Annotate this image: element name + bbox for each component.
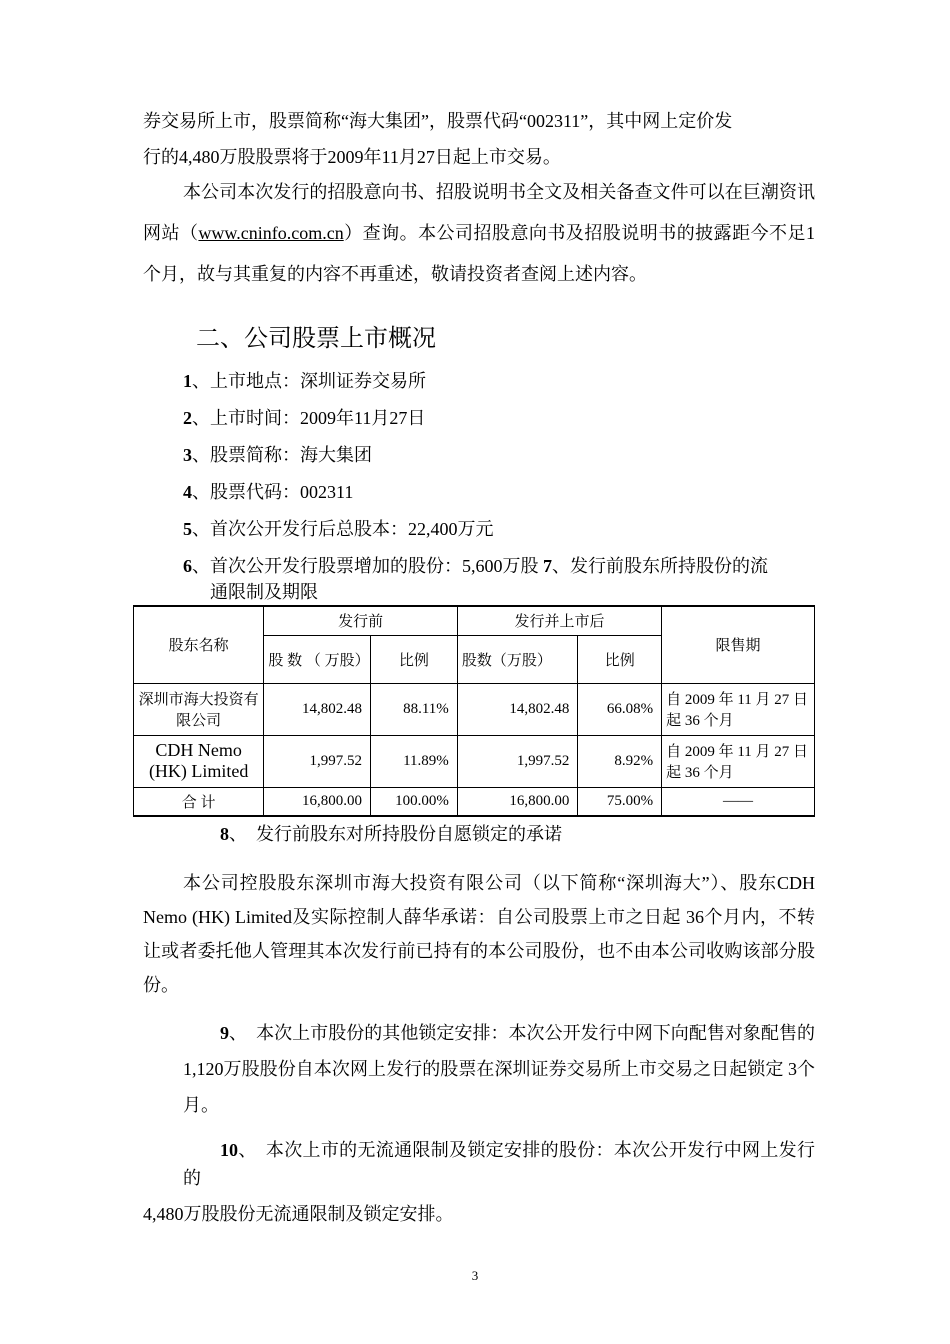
text: 本公司本次发行的招股意向书、招股说明书全文及相关备查文件可以在巨潮资讯网站（: [143, 182, 815, 243]
list-item: 6、首次公开发行股票增加的股份：5,600万股 7、发行前股东所持股份的流: [183, 556, 768, 576]
table-row: 深圳市海大投资有限公司 14,802.48 88.11% 14,802.48 66.08% 自 2009 年 11 月 27 日起 36 个月: [134, 683, 815, 735]
list-item: 3、股票简称：海大集团: [183, 445, 372, 465]
table-row-total: 合 计 16,800.00 100.00% 16,800.00 75.00% ——: [134, 787, 815, 816]
header-cell: 比例: [578, 635, 662, 683]
header-cell: 股数（万股）: [457, 635, 578, 683]
section-heading: 二、公司股票上市概况: [196, 326, 436, 352]
list-item: 8、 发行前股东对所持股份自愿锁定的承诺: [220, 824, 562, 844]
lockup-paragraph: 本公司控股股东深圳市海大投资有限公司（以下简称“深圳海大”）、股东CDH Nemo (HK) Limited及实际控制人薛华承诺：自公司股票上市之日起 36个月内，不转让或者委托他人管理其本次发行前已持有的本公司股份，也不由本公司收购该部分股份。: [143, 873, 815, 995]
list-item: 5、首次公开发行后总股本：22,400万元: [183, 519, 494, 539]
prospectus-paragraph: [143, 172, 815, 295]
text-line: 行的4,480万股股票将于2009年11月27日起上市交易。: [143, 147, 561, 167]
header-cell: 比例: [371, 635, 458, 683]
text: ）查询。本公司招股意向书及招股说明书的披露距今不足1个月，故与其重复的内容不再重述，敬请投资者查阅上述内容。: [143, 223, 816, 284]
list-item: 10、 本次上市的无流通限制及锁定安排的股份：本次公开发行中网上发行的: [183, 1140, 815, 1188]
list-item: 2、上市时间：2009年11月27日: [183, 408, 426, 428]
page-number: 3: [471, 1268, 479, 1283]
header-cell: 发行前: [264, 606, 457, 635]
table-row: CDH Nemo (HK) Limited 1,997.52 11.89% 1,997.52 8.92% 自 2009 年 11 月 27 日起 36 个月: [134, 735, 815, 787]
list-item: 9、 本次上市股份的其他锁定安排：本次公开发行中网下向配售对象配售的 1,120万股股份自本次网上发行的股票在深圳证券交易所上市交易之日起锁定 3个月。: [183, 1023, 815, 1115]
intro-paragraph: [143, 103, 815, 175]
header-cell: 股 数 （ 万股）: [264, 635, 371, 683]
header-cell: 股东名称: [134, 606, 264, 683]
list-item-continuation: 通限制及期限: [210, 582, 318, 602]
list-item: 4、股票代码：002311: [183, 482, 354, 502]
cninfo-link[interactable]: www.cninfo.com.cn: [198, 223, 344, 243]
header-cell: 发行并上市后: [457, 606, 661, 635]
header-cell: 限售期: [662, 606, 815, 683]
text-line: 券交易所上市，股票简称“海大集团”，股票代码“002311”，其中网上定价发: [143, 111, 733, 131]
list-item: 1、上市地点：深圳证券交易所: [183, 371, 426, 391]
text-line: 4,480万股股份无流通限制及锁定安排。: [143, 1204, 454, 1224]
shareholder-table: [133, 605, 815, 817]
